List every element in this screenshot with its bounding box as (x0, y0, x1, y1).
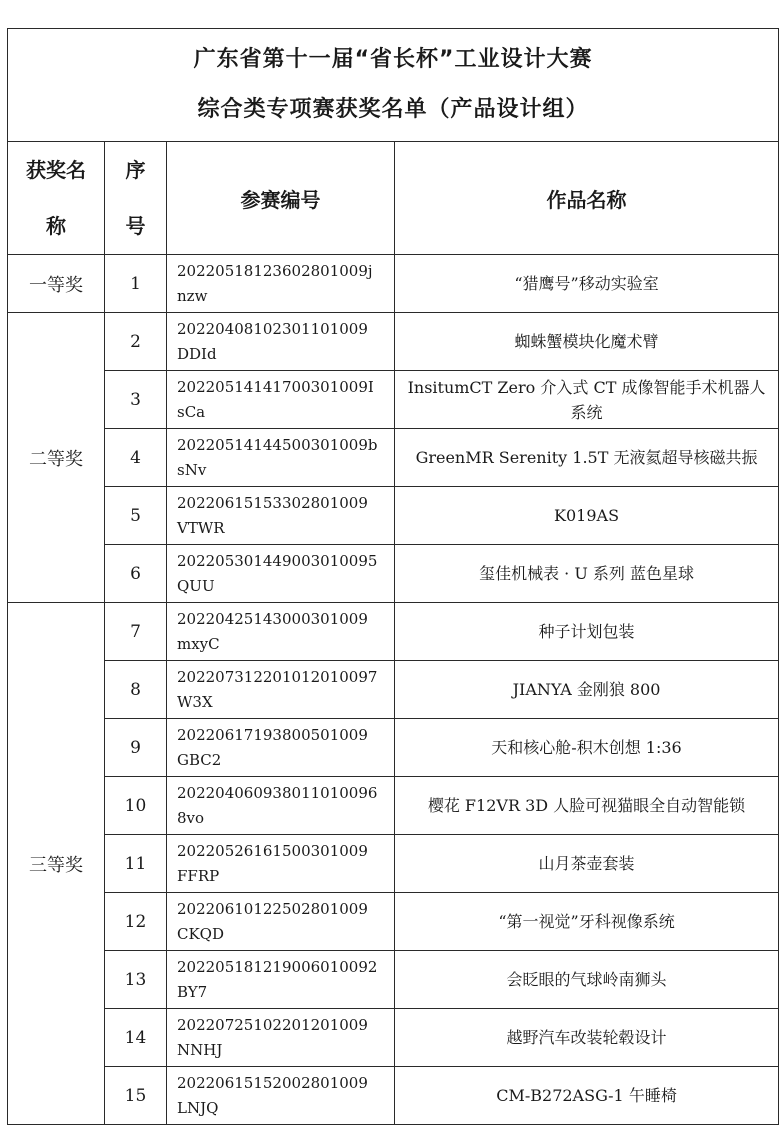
entry-code-line1: 20220514144500301009b (177, 435, 378, 454)
entry-code-line1: 202207312201012010097 (177, 667, 378, 686)
work-name-cell: JIANYA 金刚狼 800 (395, 661, 779, 719)
index-cell: 9 (105, 719, 167, 777)
index-cell: 11 (105, 835, 167, 893)
entry-code-line1: 202205181219006010092 (177, 957, 378, 976)
work-name-cell: “猎鹰号”移动实验室 (395, 255, 779, 313)
award-level-cell: 三等奖 (8, 603, 105, 1125)
entry-code-line2: CKQD (177, 924, 225, 943)
entry-code-line1: 202204060938011010096 (177, 783, 378, 802)
entry-code-line1: 20220610122502801009 (177, 899, 368, 918)
award-level-cell: 二等奖 (8, 313, 105, 603)
entry-code-cell (167, 719, 395, 777)
entry-code-cell (167, 1067, 395, 1125)
entry-code-cell (167, 603, 395, 661)
index-cell: 2 (105, 313, 167, 371)
table-row (8, 313, 779, 371)
entry-code-line2: 8vo (177, 808, 205, 827)
table-row (8, 661, 779, 719)
document-title: 广东省第十一届“省长杯”工业设计大赛 (193, 47, 593, 72)
entry-code-cell (167, 661, 395, 719)
entry-code-line1: 20220408102301101009 (177, 319, 368, 338)
title-block (8, 29, 779, 142)
table-row (8, 835, 779, 893)
table-row (8, 371, 779, 429)
header-code: 参赛编号 (167, 142, 395, 255)
header-row (8, 142, 779, 255)
entry-code-cell (167, 1009, 395, 1067)
entry-code-line1: 20220617193800501009 (177, 725, 368, 744)
index-cell: 1 (105, 255, 167, 313)
entry-code-line1: 20220725102201201009 (177, 1015, 368, 1034)
entry-code-line2: QUU (177, 576, 215, 595)
work-name-cell: “第一视觉”牙科视像系统 (395, 893, 779, 951)
entry-code-line1: 20220615153302801009 (177, 493, 368, 512)
entry-code-cell (167, 951, 395, 1009)
entry-code-line1: 202205301449003010095 (177, 551, 378, 570)
table-row (8, 545, 779, 603)
table-row (8, 603, 779, 661)
index-cell: 6 (105, 545, 167, 603)
index-cell: 14 (105, 1009, 167, 1067)
entry-code-line2: NNHJ (177, 1040, 223, 1059)
index-cell: 7 (105, 603, 167, 661)
table-row (8, 777, 779, 835)
header-award: 获奖名 称 (8, 142, 105, 255)
entry-code-line2: GBC2 (177, 750, 222, 769)
work-name-cell: 山月茶壶套装 (395, 835, 779, 893)
entry-code-line1: 20220514141700301009I (177, 377, 374, 396)
work-name-cell: CM-B272ASG-1 午睡椅 (395, 1067, 779, 1125)
work-name-cell: 蜘蛛蟹模块化魔术臂 (395, 313, 779, 371)
work-name-cell: 种子计划包装 (395, 603, 779, 661)
entry-code-cell (167, 777, 395, 835)
entry-code-cell (167, 893, 395, 951)
document-subtitle: 综合类专项赛获奖名单（产品设计组） (197, 97, 589, 122)
table-row (8, 719, 779, 777)
work-name-cell: 樱花 F12VR 3D 人脸可视猫眼全自动智能锁 (395, 777, 779, 835)
work-name-cell: 天和核心舱-积木创想 1:36 (395, 719, 779, 777)
entry-code-line2: LNJQ (177, 1098, 219, 1117)
table-row (8, 951, 779, 1009)
entry-code-cell (167, 255, 395, 313)
header-work: 作品名称 (395, 142, 779, 255)
index-cell: 8 (105, 661, 167, 719)
entry-code-line2: DDId (177, 344, 217, 363)
index-cell: 12 (105, 893, 167, 951)
header-index: 序 号 (105, 142, 167, 255)
index-cell: 3 (105, 371, 167, 429)
award-list-document (7, 28, 778, 1125)
index-cell: 13 (105, 951, 167, 1009)
entry-code-line1: 20220518123602801009j (177, 261, 373, 280)
table-row (8, 893, 779, 951)
work-name-cell: K019AS (395, 487, 779, 545)
entry-code-line2: VTWR (177, 518, 225, 537)
index-cell: 10 (105, 777, 167, 835)
entry-code-line1: 20220526161500301009 (177, 841, 368, 860)
table-row (8, 1067, 779, 1125)
entry-code-cell (167, 545, 395, 603)
entry-code-cell (167, 371, 395, 429)
award-table (7, 28, 779, 1125)
work-name-cell: InsitumCT Zero 介入式 CT 成像智能手术机器人系统 (395, 371, 779, 429)
entry-code-line2: BY7 (177, 982, 208, 1001)
entry-code-cell (167, 313, 395, 371)
table-row (8, 255, 779, 313)
work-name-cell: GreenMR Serenity 1.5T 无液氦超导核磁共振 (395, 429, 779, 487)
work-name-cell: 会眨眼的气球岭南狮头 (395, 951, 779, 1009)
index-cell: 15 (105, 1067, 167, 1125)
entry-code-cell (167, 429, 395, 487)
entry-code-line1: 20220615152002801009 (177, 1073, 368, 1092)
entry-code-line2: sCa (177, 402, 206, 421)
table-row (8, 487, 779, 545)
work-name-cell: 越野汽车改装轮毂设计 (395, 1009, 779, 1067)
work-name-cell: 玺佳机械表 · U 系列 蓝色星球 (395, 545, 779, 603)
index-cell: 5 (105, 487, 167, 545)
table-row (8, 429, 779, 487)
award-level-cell: 一等奖 (8, 255, 105, 313)
entry-code-cell (167, 835, 395, 893)
table-row (8, 1009, 779, 1067)
entry-code-line2: sNv (177, 460, 207, 479)
entry-code-line2: nzw (177, 286, 208, 305)
entry-code-line2: W3X (177, 692, 213, 711)
entry-code-line1: 20220425143000301009 (177, 609, 368, 628)
entry-code-cell (167, 487, 395, 545)
index-cell: 4 (105, 429, 167, 487)
entry-code-line2: mxyC (177, 634, 220, 653)
entry-code-line2: FFRP (177, 866, 220, 885)
